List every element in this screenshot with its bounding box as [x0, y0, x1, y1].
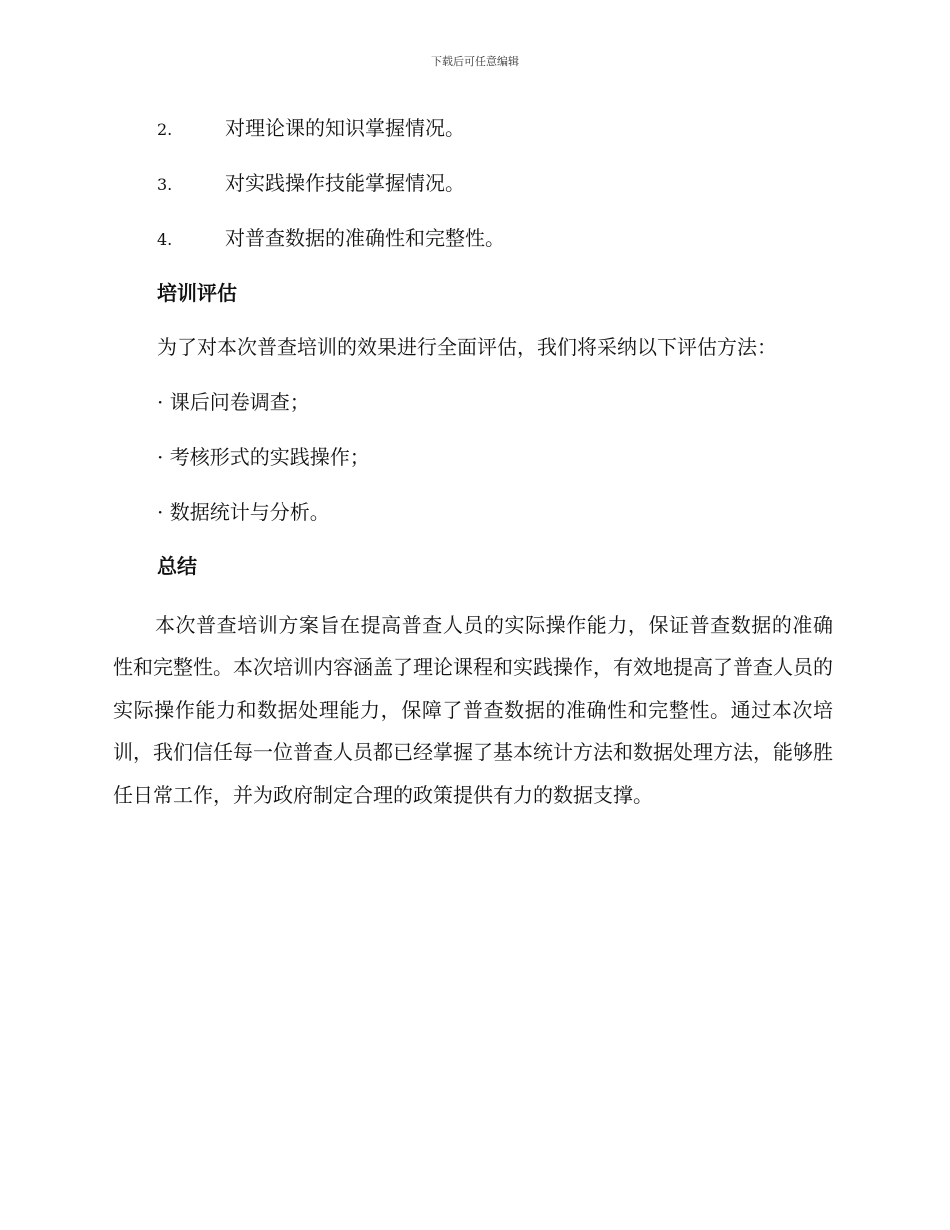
bullet-item: · 课后问卷调查； — [157, 390, 310, 414]
bullet-item: · 考核形式的实践操作； — [157, 445, 370, 469]
list-item — [157, 114, 465, 144]
list-item-text: 对普查数据的准确性和完整性。 — [225, 226, 505, 250]
summary-heading: 总结 — [157, 554, 197, 578]
list-item-text: 对实践操作技能掌握情况。 — [225, 171, 465, 195]
list-item-number: 3. — [157, 175, 173, 194]
list-item — [157, 169, 465, 199]
list-item-text: 对理论课的知识掌握情况。 — [225, 116, 465, 140]
evaluation-heading: 培训评估 — [157, 281, 237, 305]
evaluation-intro: 为了对本次普查培训的效果进行全面评估，我们将采纳以下评估方法： — [157, 335, 777, 359]
bullet-item: · 数据统计与分析。 — [157, 500, 330, 524]
list-item-number: 2. — [157, 120, 173, 139]
summary-paragraph: 本次普查培训方案旨在提高普查人员的实际操作能力，保证普查数据的准确性和完整性。本次培训内容涵盖了理论课程和实践操作，有效地提高了普查人员的实际操作能力和数据处理能力，保障了普查数据的准确性和完整性。通过本次培训，我们信任每一位普查人员都已经掌握了基本统计方法和数据处理方法，能够胜任日常工作，并为政府制定合理的政策提供有力的数据支撑。 — [113, 613, 833, 807]
list-item — [157, 224, 505, 254]
page-header: 下载后可任意编辑 — [431, 55, 519, 68]
list-item-number: 4. — [157, 230, 173, 249]
